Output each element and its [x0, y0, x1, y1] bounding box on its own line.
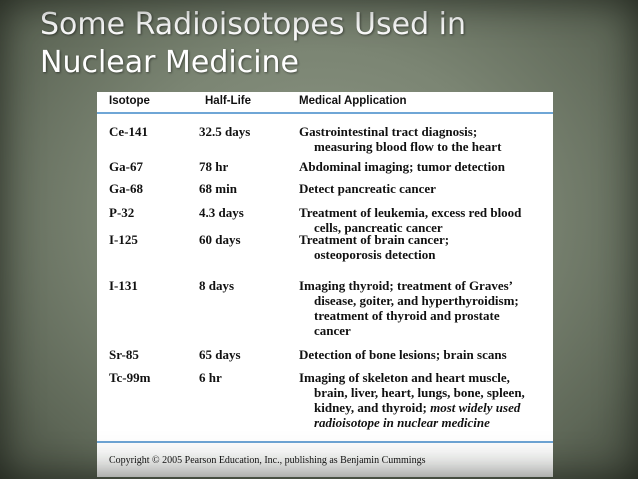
application-text: brain, liver, heart, lungs, bone, spleen, [314, 385, 525, 400]
isotope-cell: Ce-141 [109, 124, 148, 139]
medical-application-cell [299, 370, 551, 430]
isotope-cell: I-125 [109, 232, 138, 247]
application-line [299, 370, 551, 385]
application-text: Treatment of brain cancer; [299, 232, 450, 247]
radioisotope-table [97, 92, 553, 477]
application-line [299, 308, 551, 323]
isotope-cell: Tc-99m [109, 370, 151, 385]
medical-application-cell [299, 232, 551, 262]
application-text: disease, goiter, and hyperthyroidism; [314, 293, 519, 308]
application-text: Detect pancreatic cancer [299, 181, 436, 196]
header-medical-application: Medical Application [299, 95, 407, 107]
application-text: cancer [314, 323, 351, 338]
application-line [299, 400, 551, 415]
application-line [299, 323, 551, 338]
half-life-cell: 32.5 days [199, 124, 251, 139]
medical-application-cell [299, 159, 551, 174]
application-line [299, 385, 551, 400]
application-text: Imaging of skeleton and heart muscle, [299, 370, 510, 385]
half-life-cell: 60 days [199, 232, 241, 247]
application-line [299, 139, 551, 154]
medical-application-cell [299, 181, 551, 196]
application-text: kidney, and thyroid; [314, 400, 431, 415]
application-text: Imaging thyroid; treatment of Graves’ [299, 278, 513, 293]
isotope-cell: Ga-68 [109, 181, 143, 196]
half-life-cell: 68 min [199, 181, 237, 196]
medical-application-cell [299, 124, 551, 154]
application-line [299, 247, 551, 262]
application-line [299, 347, 551, 362]
application-line [299, 415, 551, 430]
header-half-life: Half-Life [205, 95, 251, 107]
application-text: Treatment of leukemia, excess red blood [299, 205, 522, 220]
title-line-1: Some Radioisotopes Used in [40, 7, 466, 42]
application-text: treatment of thyroid and prostate [314, 308, 500, 323]
medical-application-cell [299, 278, 551, 338]
isotope-cell: P-32 [109, 205, 135, 220]
application-emphasis: most widely used [430, 400, 521, 415]
medical-application-cell [299, 205, 551, 235]
application-emphasis: radioisotope in nuclear medicine [314, 415, 490, 430]
application-line [299, 181, 551, 196]
isotope-cell: I-131 [109, 278, 138, 293]
medical-application-cell [299, 347, 551, 362]
application-text: osteoporosis detection [314, 247, 436, 262]
application-text: measuring blood flow to the heart [314, 139, 502, 154]
application-line [299, 124, 551, 139]
half-life-cell: 6 hr [199, 370, 222, 385]
half-life-cell: 4.3 days [199, 205, 244, 220]
application-line [299, 205, 551, 220]
footer-rule [97, 441, 553, 443]
half-life-cell: 78 hr [199, 159, 229, 174]
application-text: Abdominal imaging; tumor detection [299, 159, 505, 174]
application-line [299, 278, 551, 293]
half-life-cell: 8 days [199, 278, 235, 293]
half-life-cell: 65 days [199, 347, 241, 362]
header-isotope: Isotope [109, 95, 150, 107]
application-text: Detection of bone lesions; brain scans [299, 347, 507, 362]
title-line-2: Nuclear Medicine [40, 45, 300, 80]
application-line [299, 232, 551, 247]
isotope-cell: Ga-67 [109, 159, 143, 174]
application-line [299, 159, 551, 174]
application-text: Gastrointestinal tract diagnosis; [299, 124, 478, 139]
application-text: cells, pancreatic cancer [314, 220, 443, 235]
header-rule [97, 112, 553, 114]
isotope-cell: Sr-85 [109, 347, 139, 362]
copyright-notice: Copyright © 2005 Pearson Education, Inc., publishing as Benjamin Cummings [109, 455, 426, 466]
slide-title [40, 6, 620, 82]
application-line [299, 293, 551, 308]
